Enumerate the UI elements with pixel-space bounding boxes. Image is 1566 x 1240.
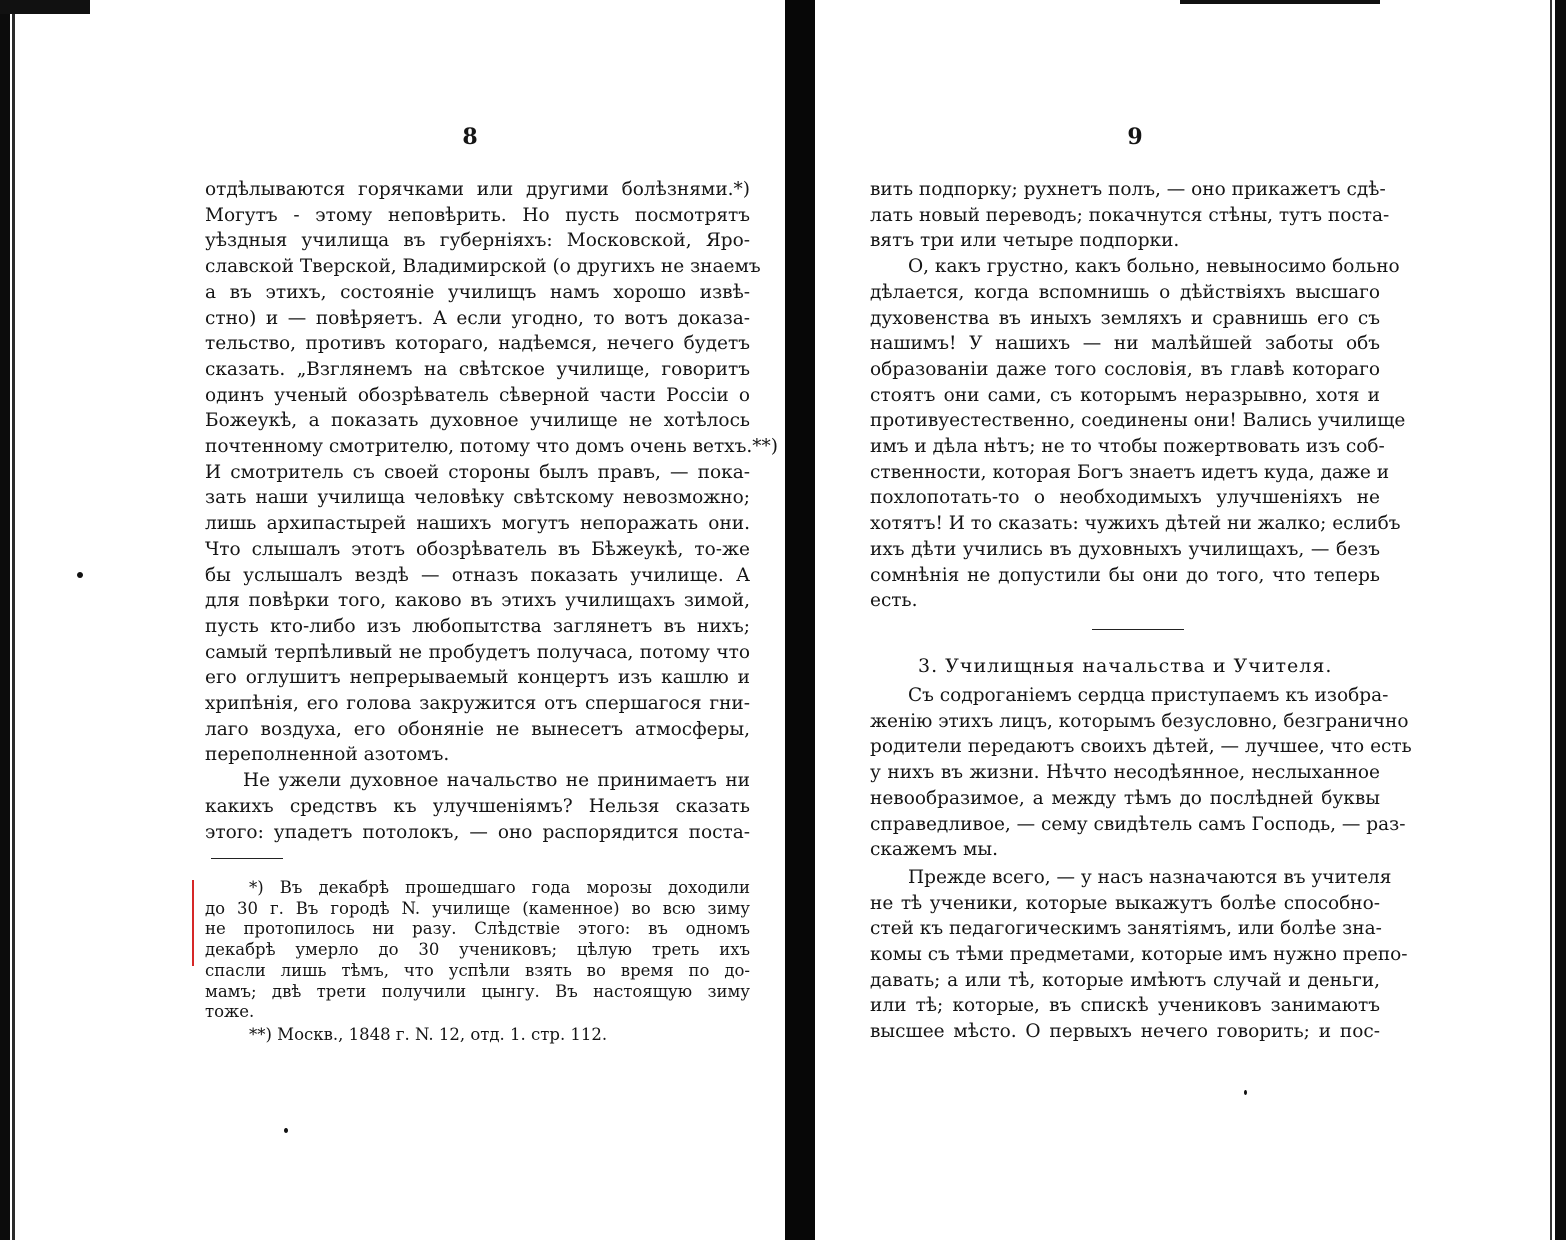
text-line: справедливое, — сему свидѣтель самъ Господь, — раз- (870, 813, 1406, 835)
text-line: уѣздныя училища въ губерніяхъ: Московской, Яро- (205, 230, 750, 252)
text-line: стоятъ они сами, съ которымъ неразрывно, хотя и (870, 384, 1380, 406)
text-line: переполненной азотомъ. (205, 744, 450, 766)
body-text-section (870, 683, 1412, 1045)
footnotes (205, 878, 750, 1046)
text-line: И смотритель съ своей стороны былъ правъ, — пока- (205, 461, 750, 483)
text-line: родители передаютъ своихъ дѣтей, — лучшее, что есть (870, 736, 1412, 758)
text-line: стно) и — повѣряетъ. А если угодно, то вотъ доказа- (205, 307, 750, 329)
text-line: почтенному смотрителю, потому что домъ очень ветхъ.**) (205, 436, 778, 458)
text-line: Не ужели духовное начальство не принимаетъ ни (243, 770, 750, 792)
footnote-line: мамъ; двѣ трети получили цынгу. Въ настоящую зиму (205, 981, 750, 1001)
text-line: комы съ тѣми предметами, которые имъ нужно препо- (870, 944, 1408, 966)
text-line: О, какъ грустно, какъ больно, невыносимо больно (908, 256, 1400, 278)
text-line: одинъ ученый обозрѣватель сѣверной части Россіи о (205, 384, 750, 406)
text-line: у нихъ въ жизни. Нѣчто несодѣянное, неслыханное (870, 762, 1380, 784)
left-page (30, 0, 778, 1240)
text-line: его оглушитъ непрерываемый концертъ изъ кашлю и (205, 667, 750, 689)
section-separator (1092, 629, 1184, 630)
margin-mark (192, 880, 194, 966)
text-line: этого: упадетъ потолокъ, — оно распорядится поста- (205, 821, 750, 843)
text-line: или тѣ; которые, въ спискѣ учениковъ занимаютъ (870, 995, 1380, 1017)
text-line: имъ и дѣла нѣтъ; не то чтобы пожертвовать изъ соб- (870, 436, 1385, 458)
text-line: образованіи даже того сословія, въ главѣ котораго (870, 358, 1380, 380)
scan-speck (1244, 1090, 1247, 1095)
text-line: хотятъ! И то сказать: чужихъ дѣтей ни жалко; еслибъ (870, 513, 1401, 535)
text-line: для повѣрки того, каково въ этихъ училищахъ зимой, (205, 590, 750, 612)
text-line: пусть кто-либо изъ любопытства заглянетъ въ нихъ; (205, 615, 750, 637)
text-line: лишь архипастырей нашихъ могутъ непоражать они. (205, 513, 750, 535)
text-line: славской Тверской, Владимирской (о другихъ не знаемъ (205, 256, 761, 278)
text-line: похлопотать-то о необходимыхъ улучшеніяхъ не (870, 487, 1380, 509)
footnote-line: не протопилось ни разу. Слѣдствіе этого: въ одномъ (205, 919, 750, 939)
text-line: скажемъ мы. (870, 839, 998, 861)
text-line: высшее мѣсто. О первыхъ нечего говорить; и пос- (870, 1021, 1380, 1043)
footnote-line: *) Въ декабрѣ прошедшаго года морозы доходили (249, 878, 750, 897)
text-line: невообразимое, а между тѣмъ до послѣдней буквы (870, 787, 1380, 809)
scan-border-right-inner (1550, 0, 1552, 1240)
section-heading: 3. Училищныя начальства и Учителя. (918, 655, 1333, 677)
scan-speck (284, 1128, 288, 1133)
text-line: не тѣ ученики, которые выкажутъ болѣе способно- (870, 892, 1380, 914)
text-line: а въ этихъ, состояніе училищъ намъ хорошо извѣ- (205, 281, 750, 303)
text-line: вить подпорку; рухнетъ полъ, — оно прикажетъ сдѣ- (870, 179, 1386, 200)
body-text (870, 177, 1406, 614)
scan-border-left (0, 0, 10, 1240)
text-line: давать; а или тѣ, которые имѣютъ случай и деньги, (870, 969, 1380, 991)
page-number: 9 (1127, 124, 1143, 150)
text-line: Съ содроганіемъ сердца приступаемъ къ изобра- (908, 685, 1389, 706)
scan-border-right (1555, 0, 1566, 1240)
text-line: противуестественно, соединены они! Вались училище (870, 410, 1406, 432)
footnote-line: спасли лишь тѣмъ, что успѣли взять во время по до- (205, 960, 750, 980)
footnote-line: **) Москв., 1848 г. N. 12, отд. 1. стр. 112. (249, 1024, 608, 1044)
footnote-line: декабрѣ умерло до 30 учениковъ; цѣлую треть ихъ (205, 940, 750, 960)
text-line: какихъ средствъ къ улучшеніямъ? Нельзя сказать (205, 795, 750, 817)
text-line: хрипѣнія, его голова закружится отъ спершагося гни- (205, 693, 750, 715)
text-line: Что слышалъ этотъ обозрѣватель въ Бѣжеукѣ, то-же (205, 538, 750, 560)
text-line: вятъ три или четыре подпорки. (870, 230, 1180, 252)
text-line: самый терпѣливый не пробудетъ получаса, потому что (205, 641, 750, 663)
right-page (830, 0, 1545, 1240)
text-line: лаго воздуха, его обоняніе не вынесетъ атмосферы, (205, 718, 750, 740)
text-line: Прежде всего, — у насъ назначаются въ учителя (908, 866, 1392, 888)
text-line: нашимъ! У нашихъ — ни малѣйшей заботы объ (870, 333, 1380, 355)
text-line: лать новый переводъ; покачнутся стѣны, тутъ поста- (870, 204, 1390, 226)
footnote-line: до 30 г. Въ городѣ N. училище (каменное) во всю зиму (205, 898, 750, 918)
scan-speck (77, 572, 83, 578)
body-text (205, 177, 778, 845)
text-line: есть. (870, 590, 918, 612)
text-line: отдѣлываются горячками или другими болѣзнями.*) (205, 179, 750, 200)
text-line: духовенства въ иныхъ земляхъ и сравнишь его съ (870, 307, 1380, 329)
text-line: дѣлается, когда вспомнишь о дѣйствіяхъ высшаго (870, 281, 1380, 303)
footnote-separator (211, 858, 283, 859)
scan-border-left-inner (12, 0, 15, 1240)
footnote-line: тоже. (205, 1002, 255, 1022)
text-line: стей къ педагогическимъ занятіямъ, или болѣе зна- (870, 918, 1382, 940)
text-line: Могутъ - этому неповѣрить. Но пусть посмотрятъ (205, 204, 750, 226)
text-line: сомнѣнія не допустили бы они до того, что теперь (870, 564, 1380, 586)
text-line: Божеукѣ, а показать духовное училище не хотѣлось (205, 410, 750, 432)
page-number: 8 (462, 124, 478, 150)
text-line: ственности, которая Богъ знаетъ идетъ куда, даже и (870, 461, 1390, 483)
text-line: сказать. „Взглянемъ на свѣтское училище, говоритъ (205, 358, 750, 380)
text-line: ихъ дѣти учились въ духовныхъ училищахъ, — безъ (870, 538, 1380, 560)
text-line: тельство, противъ котораго, надѣемся, нечего будетъ (205, 333, 750, 355)
text-line: бы услышалъ вездѣ — отназъ показать училище. А (205, 564, 750, 586)
text-line: женію этихъ лицъ, которымъ безусловно, безгранично (870, 710, 1409, 732)
book-gutter (785, 0, 815, 1240)
text-line: зать наши училища человѣку свѣтскому невозможно; (205, 487, 750, 509)
